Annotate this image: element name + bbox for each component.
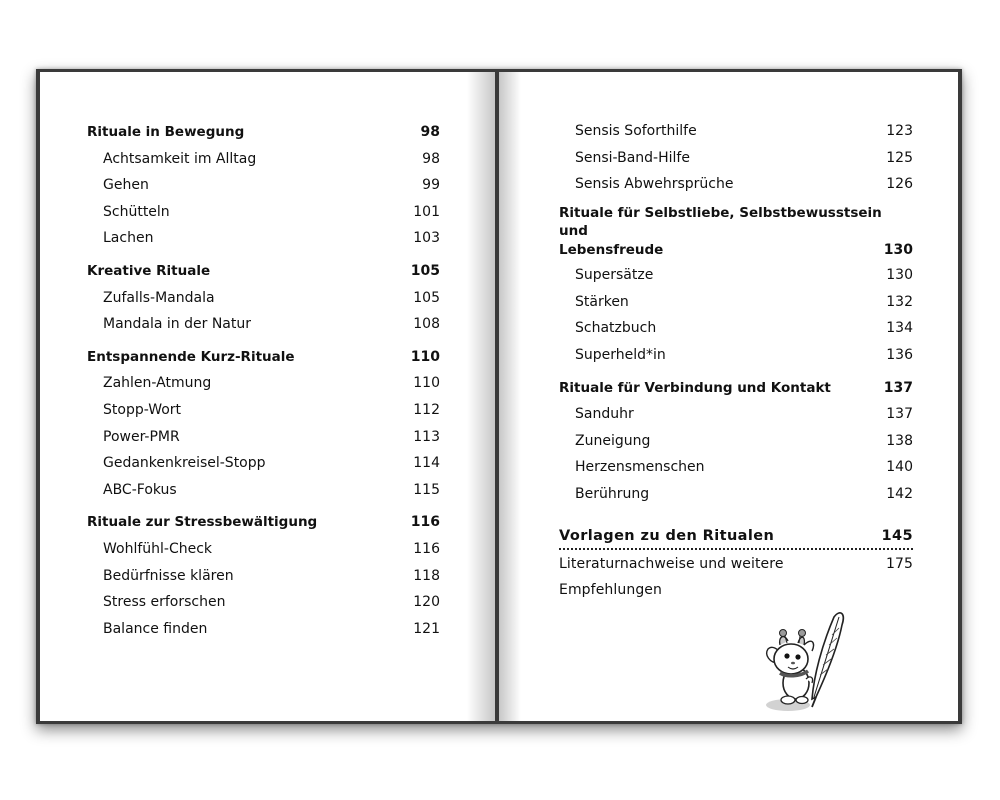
toc-section-page: 110 <box>410 348 440 365</box>
toc-literature-title: Literaturnachweise und weitere Empfehlungen <box>559 555 784 599</box>
toc-item-page: 134 <box>886 320 913 337</box>
toc-section-page: 137 <box>883 379 913 396</box>
squirrel-with-quill-illustration <box>742 605 847 715</box>
toc-item-page: 98 <box>422 150 440 167</box>
toc-section-title: Kreative Rituale <box>87 262 211 279</box>
toc-item <box>87 536 440 563</box>
toc-item-title: Achtsamkeit im Alltag <box>103 150 257 167</box>
toc-item-page: 103 <box>413 230 440 247</box>
toc-item <box>87 225 440 252</box>
toc-item <box>87 397 440 424</box>
toc-item <box>87 311 440 338</box>
toc-item-title: Berührung <box>575 486 650 503</box>
toc-item <box>559 289 913 316</box>
left-page <box>40 72 495 721</box>
toc-item-title: Stopp-Wort <box>103 401 182 418</box>
toc-item-title: Sensis Soforthilfe <box>575 123 697 139</box>
right-page <box>499 72 958 721</box>
toc-item <box>87 285 440 312</box>
toc-item-title: Mandala in der Natur <box>103 316 252 333</box>
toc-item <box>87 450 440 477</box>
toc-item-page: 138 <box>886 432 913 449</box>
toc-item-page: 137 <box>886 406 913 423</box>
toc-item <box>559 262 913 289</box>
toc-item-page: 123 <box>886 123 913 139</box>
toc-section-title: Rituale zur Stressbewältigung <box>87 514 318 531</box>
toc-item <box>559 454 913 481</box>
toc-item <box>559 342 913 369</box>
toc-item-title: Herzensmenschen <box>575 459 705 476</box>
toc-item-title: Zuneigung <box>575 432 651 449</box>
toc-section-title: Entspannende Kurz-Rituale <box>87 348 295 365</box>
toc-item-title: Wohlfühl-Check <box>103 540 213 557</box>
open-book <box>36 69 962 724</box>
toc-templates-entry <box>559 524 913 550</box>
toc-item-page: 113 <box>413 428 440 445</box>
toc-literature-page: 175 <box>885 555 913 572</box>
toc-item <box>559 401 913 428</box>
toc-section-page: 130 <box>883 241 913 258</box>
toc-item <box>559 145 913 172</box>
toc-item-page: 105 <box>413 289 440 306</box>
toc-item-page: 140 <box>886 459 913 476</box>
toc-section <box>87 509 440 536</box>
toc-item-page: 114 <box>413 455 440 472</box>
toc-item-page: 136 <box>886 347 913 364</box>
toc-item-title: Lachen <box>103 230 154 247</box>
toc-item-title: Supersätze <box>575 267 654 284</box>
toc-section-title: Rituale für Verbindung und Kontakt <box>559 379 831 396</box>
toc-item-page: 126 <box>886 176 913 193</box>
toc-item-title: Gedankenkreisel-Stopp <box>103 455 266 472</box>
toc-item <box>87 370 440 397</box>
toc-item-page: 130 <box>886 267 913 284</box>
toc-section-page: 98 <box>420 124 440 140</box>
toc-item-page: 101 <box>413 203 440 220</box>
toc-item-page: 132 <box>886 293 913 310</box>
toc-item-title: Stress erforschen <box>103 594 226 611</box>
toc-item-title: Bedürfnisse klären <box>103 567 234 584</box>
toc-item-title: Zahlen-Atmung <box>103 375 212 392</box>
toc-section <box>87 119 440 146</box>
toc-item-title: Balance finden <box>103 620 208 637</box>
toc-item <box>559 315 913 342</box>
toc-item-page: 116 <box>413 540 440 557</box>
toc-item <box>87 616 440 643</box>
toc-templates-title: Vorlagen zu den Ritualen <box>559 527 775 544</box>
toc-item <box>559 428 913 455</box>
toc-item-title: Sensi-Band-Hilfe <box>575 149 690 166</box>
toc-section-title-line2: Lebensfreude <box>559 241 664 258</box>
toc-item-title: Schütteln <box>103 203 170 220</box>
toc-item-page: 108 <box>413 316 440 333</box>
toc-item-page: 112 <box>413 401 440 418</box>
toc-section-title: Rituale in Bewegung <box>87 124 245 140</box>
toc-item <box>559 171 913 198</box>
toc-item-page: 120 <box>413 594 440 611</box>
toc-item-title: Stärken <box>575 293 629 310</box>
toc-section-page: 105 <box>410 262 440 279</box>
toc-section-self-love <box>559 204 913 260</box>
toc-item-title: Sanduhr <box>575 406 634 423</box>
toc-item-page: 115 <box>413 481 440 498</box>
toc-item-page: 121 <box>413 620 440 637</box>
toc-item <box>559 481 913 508</box>
toc-item-page: 110 <box>413 375 440 392</box>
toc-item <box>87 563 440 590</box>
toc-left <box>87 119 440 642</box>
toc-section <box>87 258 440 285</box>
toc-item-page: 142 <box>886 486 913 503</box>
toc-section-connection <box>559 375 913 402</box>
toc-item <box>87 424 440 451</box>
toc-item-page: 125 <box>886 149 913 166</box>
toc-item-title: ABC-Fokus <box>103 481 177 498</box>
toc-literature-entry <box>559 551 913 599</box>
toc-section <box>87 344 440 371</box>
toc-item-title: Schatzbuch <box>575 320 657 337</box>
toc-item <box>87 477 440 504</box>
toc-item-title: Superheld*in <box>575 347 666 364</box>
toc-item-title: Gehen <box>103 177 149 194</box>
toc-item-title: Sensis Abwehrsprüche <box>575 176 734 193</box>
toc-item <box>87 589 440 616</box>
toc-item <box>87 172 440 199</box>
toc-item-title: Zufalls-Mandala <box>103 289 215 306</box>
toc-item <box>87 146 440 173</box>
toc-item-page: 118 <box>413 567 440 584</box>
toc-section-page: 116 <box>410 514 440 531</box>
toc-item <box>559 118 913 145</box>
toc-section-title-line1: Rituale für Selbstliebe, Selbstbewusstsein und <box>559 204 882 240</box>
toc-item-title: Power-PMR <box>103 428 180 445</box>
toc-item <box>87 199 440 226</box>
toc-item-page: 99 <box>422 177 440 194</box>
toc-templates-page: 145 <box>881 527 913 544</box>
toc-right <box>559 118 913 599</box>
